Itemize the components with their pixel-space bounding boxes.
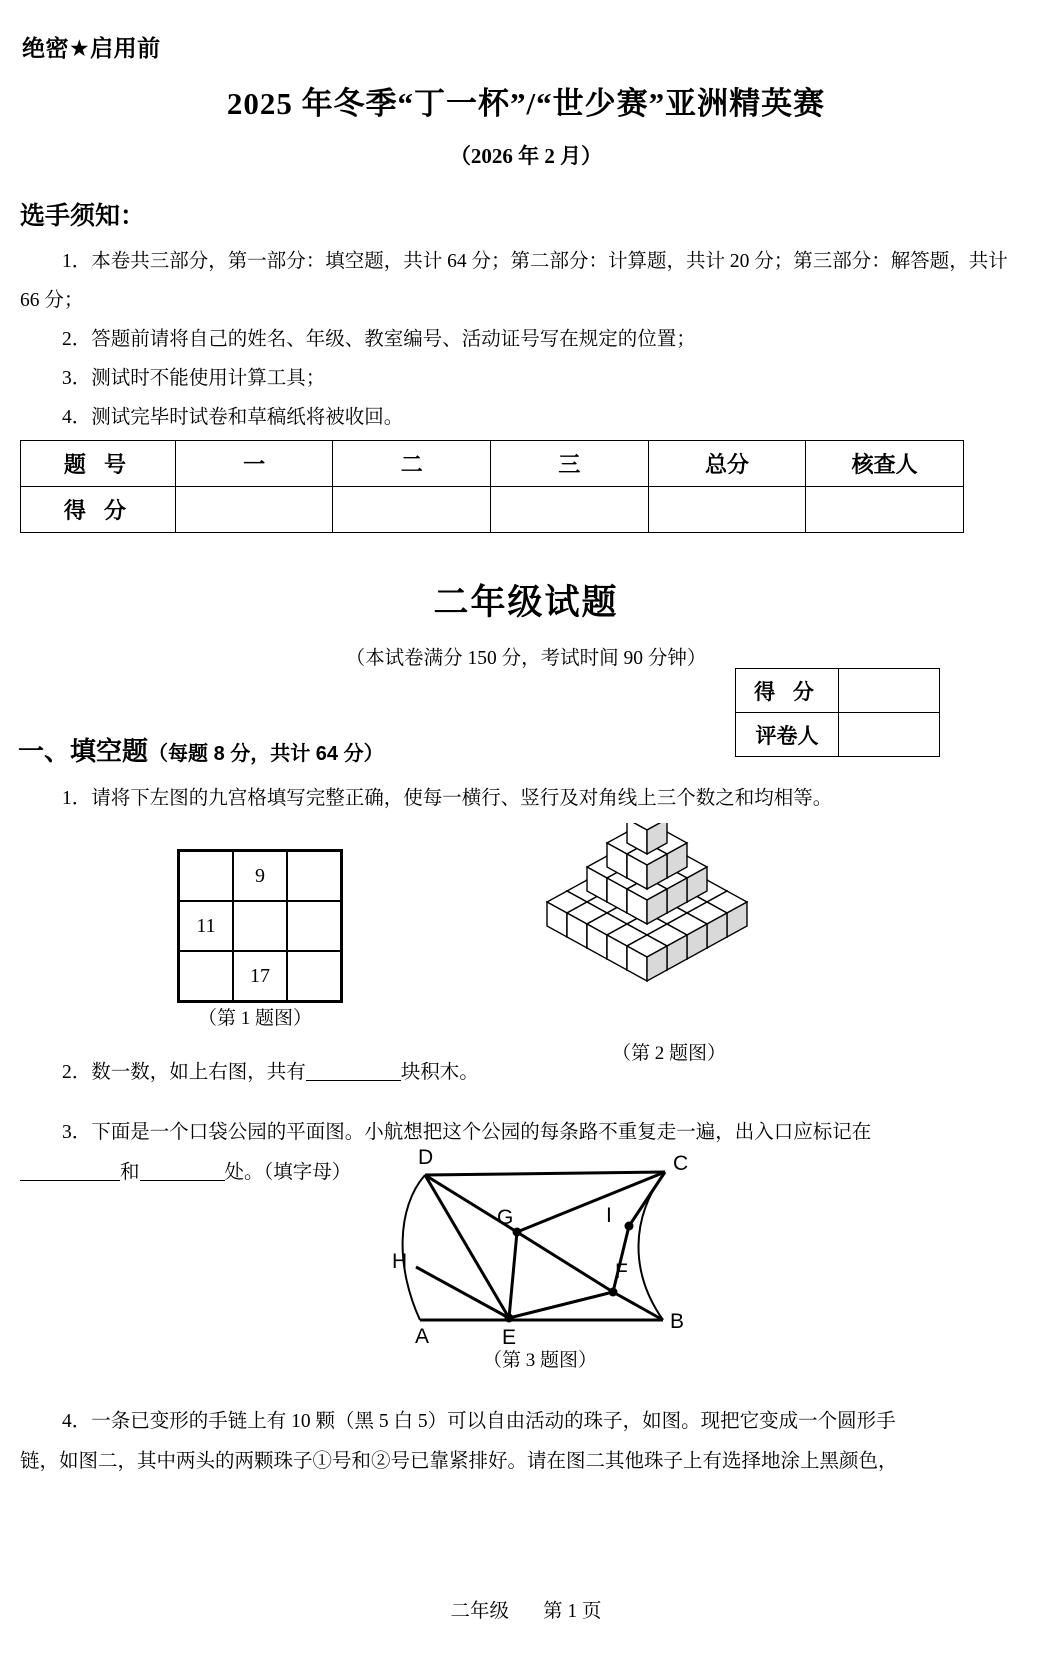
magic-cell[interactable]: 9 (233, 851, 287, 902)
magic-cell[interactable]: 17 (233, 951, 287, 1002)
question-4 (20, 1402, 1032, 1482)
section-heading-note: （每题 8 分，共计 64 分） (148, 743, 384, 765)
grader-box (735, 668, 940, 757)
score-table-col-header: 二 (333, 441, 491, 487)
secret-label: 绝密★启用前 (22, 35, 161, 61)
question-4-line2: 链，如图二，其中两头的两颗珠子①号和②号已靠紧排好。请在图二其他珠子上有选择地涂上黑颜色， (20, 1451, 898, 1472)
notice-list (20, 242, 1032, 437)
question-1 (20, 779, 1032, 819)
edge-fb (613, 1292, 663, 1320)
footer-grade: 二年级 (450, 1601, 509, 1622)
score-table-col-header: 三 (491, 441, 649, 487)
vertex-label-g: G (497, 1206, 514, 1229)
notice-heading: 选手须知： (20, 202, 146, 230)
magic-cell[interactable] (287, 951, 342, 1002)
score-table-col-header: 核查人 (806, 441, 964, 487)
question-3-line1 (20, 1113, 1032, 1153)
page-title: 2025 年冬季“丁一杯”/“世少赛”亚洲精英赛 (226, 86, 826, 121)
table-row (179, 901, 342, 951)
question-4-body: 一条已变形的手链上有 10 颗（黑 5 白 5）可以自由活动的珠子，如图。现把它变成一个圆形手 (91, 1411, 896, 1432)
section-heading-label: 一、填空题 (18, 736, 149, 766)
park-map-figure (378, 1148, 708, 1353)
notice-item: 1．本卷共三部分，第一部分：填空题，共计 64 分；第二部分：计算题，共计 20 分；第三部分：解答题，共计 66 分； (20, 251, 1008, 311)
question-4-line1 (20, 1402, 1032, 1442)
table-row (736, 713, 940, 757)
score-table (20, 440, 964, 533)
vertex-label-c: C (673, 1152, 689, 1175)
cube-stack-figure (517, 823, 817, 1046)
grader-box-value-score[interactable] (839, 669, 940, 713)
page-footer (0, 1595, 1052, 1623)
question-1-number: 1． (62, 788, 92, 809)
vertex-e (505, 1314, 514, 1323)
magic-square-grid (177, 849, 343, 1003)
magic-cell[interactable]: 11 (179, 901, 234, 951)
question-2 (20, 1053, 1032, 1093)
table-row (179, 851, 342, 902)
grader-box-label-marker: 评卷人 (736, 713, 839, 757)
score-table-row-label: 得 分 (21, 487, 176, 533)
edge-gf (517, 1232, 613, 1292)
section-heading (18, 731, 384, 768)
park-map-svg (378, 1148, 708, 1348)
vertex-g (513, 1228, 522, 1237)
score-table-col-header: 总分 (648, 441, 806, 487)
answer-blank[interactable] (140, 1160, 225, 1181)
question-3-body: 下面是一个口袋公园的平面图。小航想把这个公园的每条路不重复走一遍，出入口应标记在 (91, 1122, 872, 1143)
vertex-label-a: A (415, 1325, 430, 1348)
notice-item: 3．测试时不能使用计算工具； (62, 368, 326, 389)
vertex-label-h: H (392, 1250, 408, 1273)
vertex-label-e: E (502, 1326, 517, 1348)
question-2-number: 2． (62, 1062, 92, 1083)
answer-blank[interactable] (306, 1060, 401, 1081)
figure-2-caption: （第 2 题图） (611, 1043, 726, 1064)
score-cell[interactable] (648, 487, 806, 533)
footer-page-number: 第 1 页 (543, 1601, 602, 1622)
vertex-f (609, 1288, 618, 1297)
question-4-number: 4． (62, 1411, 92, 1432)
question-1-body: 请将下左图的九宫格填写完整正确，使每一横行、竖行及对角线上三个数之和均相等。 (91, 788, 833, 809)
grader-box-value-marker[interactable] (839, 713, 940, 757)
figure-1-caption: （第 1 题图） (197, 1008, 312, 1029)
vertex-label-f: F (615, 1260, 628, 1283)
vertex-label-d: D (418, 1148, 434, 1169)
magic-cell[interactable] (179, 851, 234, 902)
vertex-label-b: B (670, 1310, 685, 1333)
table-row (736, 669, 940, 713)
question-2-body-before: 数一数，如上右图，共有 (91, 1062, 306, 1083)
edge-ef (509, 1292, 613, 1318)
edge-dc (425, 1172, 665, 1175)
edge-gc (517, 1172, 665, 1232)
grader-box-label-score: 得 分 (736, 669, 839, 713)
magic-cell[interactable] (287, 851, 342, 902)
question-2-text (20, 1053, 1032, 1093)
grade-title: 二年级试题 (433, 583, 619, 622)
question-1-text (20, 779, 1032, 819)
edge-ge (509, 1232, 517, 1318)
magic-cell[interactable] (287, 901, 342, 951)
question-3-number: 3． (62, 1122, 92, 1143)
magic-square-figure (177, 849, 343, 1003)
magic-cell[interactable] (179, 951, 234, 1002)
notice-item: 4．测试完毕时试卷和草稿纸将被收回。 (62, 407, 404, 428)
question-3-tail: 处。（填字母） (224, 1162, 352, 1183)
figure-3-caption: （第 3 题图） (482, 1350, 597, 1371)
table-row (21, 441, 964, 487)
score-cell[interactable] (333, 487, 491, 533)
exam-meta: （本试卷满分 150 分，考试时间 90 分钟） (345, 648, 707, 669)
cube-stack-svg (517, 823, 817, 1041)
vertex-label-i: I (606, 1204, 612, 1227)
table-row (21, 487, 964, 533)
score-cell[interactable] (175, 487, 333, 533)
question-2-body-after: 块积木。 (400, 1062, 479, 1083)
score-cell[interactable] (806, 487, 964, 533)
answer-blank[interactable] (20, 1160, 120, 1181)
magic-cell[interactable] (233, 901, 287, 951)
score-table-row-label: 题 号 (21, 441, 176, 487)
edge-d-h-a (403, 1175, 425, 1320)
page-subtitle: （2026 年 2 月） (449, 144, 603, 168)
notice-item: 2．答题前请将自己的姓名、年级、教室编号、活动证号写在规定的位置； (62, 329, 696, 350)
score-cell[interactable] (491, 487, 649, 533)
score-table-col-header: 一 (175, 441, 333, 487)
vertex-i (625, 1222, 634, 1231)
question-3-conj: 和 (120, 1162, 140, 1183)
table-row (179, 951, 342, 1002)
